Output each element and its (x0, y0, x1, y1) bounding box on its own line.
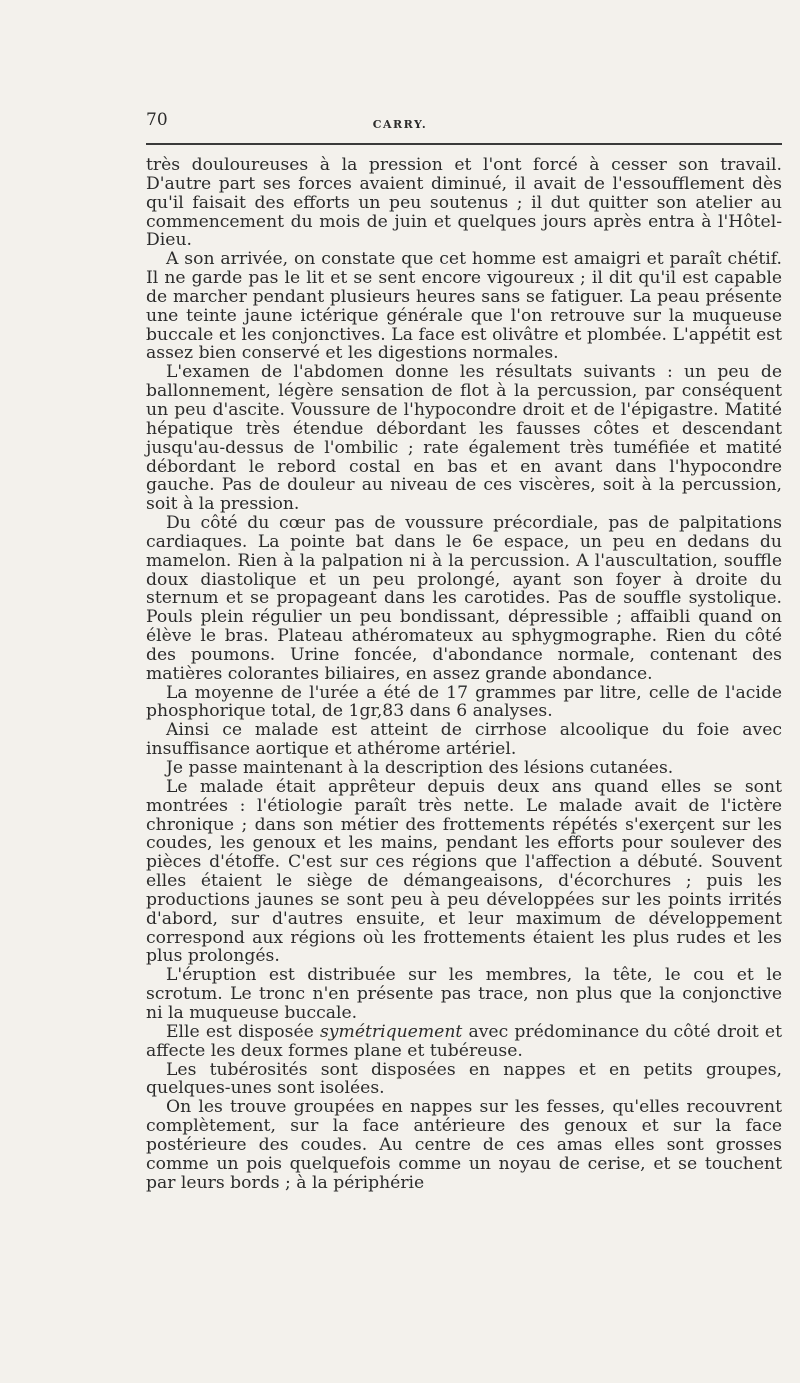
paragraph-5: La moyenne de l'urée a été de 17 grammes par litre, celle de l'acide phosphorique total, de 1gr,83 dans 6 analyses. (146, 682, 782, 722)
paragraph-4: Du côté du cœur pas de voussure précordiale, pas de palpitations cardiaques. La pointe bat dans le 6e espace, un peu en dedans du mamelon. Rien à la palpation ni à la percussion. A l'auscultation, souffle doux diastolique et un peu prolongé, ayant son foyer à droite du sternum et se propageant dans les carotides. Pas de souffle systolique. Pouls plein régulier un peu bondissant, dépressible ; affaibli quand on élève le bras. Plateau athéromateux au sphygmographe. Rien du côté des poumons. Urine foncée, d'abondance normale, contenant des matières colorantes biliaires, en assez grande abondance. (146, 513, 782, 684)
paragraph-8: Le malade était apprêteur depuis deux ans quand elles se sont montrées : l'étiologie paraît très nette. Le malade avait de l'ictère chronique ; dans son métier des frottements répétés s'exerçent sur les coudes, les genoux et les mains, pendant les efforts pour soulever des pièces d'étoffe. C'est sur ces régions que l'affection a débuté. Souvent elles étaient le siège de démangeaisons, d'écorchures ; puis les productions jaunes se sont peu à peu développées sur les points irrités d'abord, sur d'autres ensuite, et leur maximum de développement correspond aux régions où les frottements étaient les plus rudes et les plus prolongés. (146, 776, 782, 967)
paragraph-9: L'éruption est distribuée sur les membres, la tête, le cou et le scrotum. Le tronc n'en présente pas trace, non plus que la conjonctive ni la muqueuse buccale. (146, 965, 782, 1023)
paragraph-11: Les tubérosités sont disposées en nappes et en petits groupes, quelques-unes sont isolées. (146, 1059, 782, 1099)
page-number: 70 (146, 110, 168, 130)
paragraph-6: Ainsi ce malade est atteint de cirrhose alcoolique du foie avec insuffisance aortique et athérome artériel. (146, 720, 782, 760)
header-rule (146, 143, 782, 145)
paragraph-2: A son arrivée, on constate que cet homme est amaigri et paraît chétif. Il ne garde pas le lit et se sent encore vigoureux ; il dit qu'il est capable de marcher pendant plusieurs heures sans se fatiguer. La peau présente une teinte jaune ictérique générale que l'on retrouve sur la muqueuse buccale et les conjonctives. La face est olivâtre et plombée. L'appétit est assez bien conservé et les digestions normales. (146, 249, 782, 364)
paragraph-12: On les trouve groupées en nappes sur les fesses, qu'elles recouvrent complètement, sur la face antérieure des genoux et sur la face postérieure des coudes. Au centre de ces amas elles sont grosses comme un pois quelquefois comme un noyau de cerise, et se touchent par leurs bords ; à la périphérie (146, 1097, 782, 1193)
paragraph-7: Je passe maintenant à la description des lésions cutanées. (166, 758, 674, 778)
paragraph-3: L'examen de l'abdomen donne les résultats suivants : un peu de ballonnement, légère sensation de flot à la percussion, par conséquent un peu d'ascite. Voussure de l'hypocondre droit et de l'épigastre. Matité hépatique très étendue débordant les fausses côtes et descendant jusqu'au-dessus de l'ombilic ; rate également très tuméfiée et matité débordant le rebord costal en bas et en avant dans l'hypocondre gauche. Pas de douleur au niveau de ces viscères, soit à la percussion, soit à la pression. (146, 362, 782, 515)
running-head: CARRY. (372, 118, 428, 131)
body-text (146, 156, 782, 1192)
paragraph-10: Elle est disposée symétriquement avec prédominance du côté droit et affecte les deux formes plane et tubéreuse. (146, 1021, 782, 1061)
paragraph-1: très douloureuses à la pression et l'ont forcé à cesser son travail. D'autre part ses forces avaient diminué, il avait de l'essoufflement dès qu'il faisait des efforts un peu soutenus ; il dut quitter son atelier au commencement du mois de juin et quelques jours après entra à l'Hôtel-Dieu. (146, 155, 782, 251)
